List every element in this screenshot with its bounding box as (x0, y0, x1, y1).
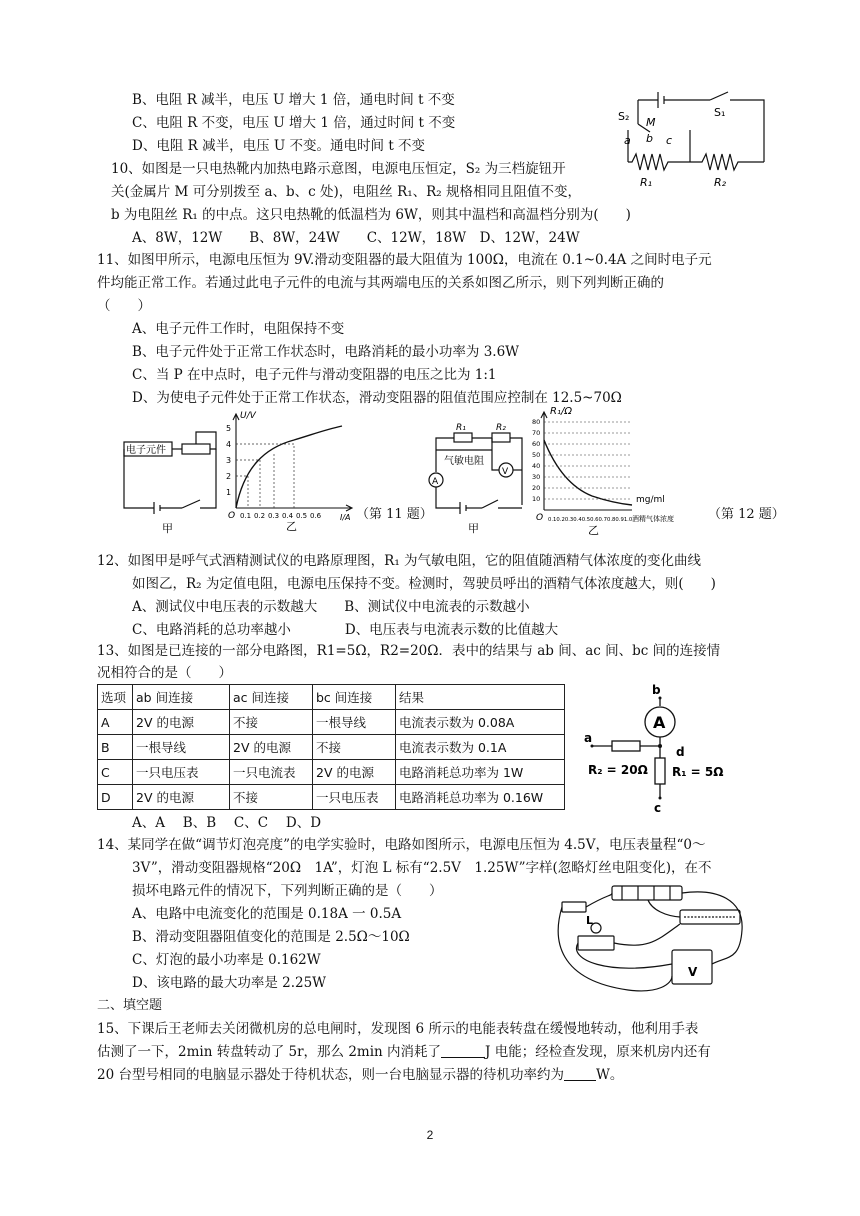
fig12-unit: mg/ml (636, 495, 665, 505)
q14-option-c: C、灯泡的最小功率是 0.162W (132, 952, 321, 968)
table-cell: 一只电压表 (313, 785, 396, 810)
q13-node-a: a (584, 731, 593, 745)
fig11-caption: （第 11 题） (356, 507, 433, 522)
fig11-origin: O (228, 511, 236, 521)
table-cell: 电流表示数为 0.1A (396, 735, 565, 760)
q15-line2-part2: J 电能；经检查发现，原来机房内还有 (485, 1044, 711, 1060)
table-cell: 一只电压表 (133, 760, 230, 785)
q13-circuit-figure (580, 683, 724, 815)
table-cell: 2V 的电源 (133, 710, 230, 735)
table-cell: C (98, 760, 133, 785)
q14-text-line3: 损坏电路元件的情况下，下列判断正确的是（ ） (132, 883, 443, 899)
q10-a-label: a (624, 134, 631, 147)
q14-apparatus-figure (548, 880, 748, 1000)
fig12-xlabel: 酒精气体浓度 (632, 515, 674, 523)
q11-option-b: B、电子元件处于正常工作状态时，电路消耗的最小功率为 3.6W (132, 344, 520, 360)
table-row (98, 785, 565, 810)
fig12-ytick: 70 (532, 429, 541, 437)
q15-line1: 15、下课后王老师去关闭微机房的总电闸时，发现图 6 所示的电能表转盘在缓慢地转动，他利用手表 (97, 1021, 699, 1037)
table-header-row (98, 685, 565, 710)
table-header: 结果 (396, 685, 565, 710)
fig12-circuit (426, 420, 532, 535)
fig11-xtick: 0.1 (240, 512, 252, 520)
q14-lamp-label: L (586, 914, 594, 927)
fig12-jia-label: 甲 (468, 522, 479, 535)
q15-line2-part1: 估测了一下，2min 转盘转动了 5r，那么 2min 内消耗了 (97, 1044, 442, 1060)
table-header: 选项 (98, 685, 133, 710)
q14-option-a: A、电路中电流变化的范围是 0.18A 一 0.5A (132, 906, 402, 922)
q11-text-line3: （ ） (97, 298, 151, 314)
q12-options-cd: C、电路消耗的总功率越小 D、电压表与电流表示数的比值越大 (132, 622, 559, 638)
q13-node-b: b (652, 683, 661, 697)
fig11-xtick: 0.6 (310, 512, 322, 520)
q10-m-label: M (646, 116, 656, 129)
table-cell: 2V 的电源 (133, 785, 230, 810)
table-cell: A (98, 710, 133, 735)
fig11-xtick: 0.2 (254, 512, 266, 520)
fig11-graph (224, 408, 359, 532)
q10-options: A、8W，12W B、8W，24W C、12W，18W D、12W，24W (132, 230, 580, 246)
fig11-xlabel: I/A (340, 513, 351, 522)
q13-text-line1: 13、如图是已连接的一部分电路图，R1=5Ω，R2=20Ω．表中的结果与 ab 间、ac 间、bc 间的连接情 (97, 643, 721, 659)
fig11-ytick: 4 (226, 440, 232, 449)
q10-c-label: c (666, 134, 673, 147)
table-row (98, 710, 565, 735)
q13-node-c: c (654, 801, 662, 815)
q10-s1-label: S₁ (714, 106, 726, 119)
q12-text-line1: 12、如图甲是呼气式酒精测试仪的电路原理图，R₁ 为气敏电阻，它的阻值随酒精气体浓度的变化曲线 (97, 553, 702, 569)
q11-text-line1: 11、如图甲所示，电源电压恒为 9V.滑动变阻器的最大阻值为 100Ω，电流在 0.1~0.4A 之间时电子元 (97, 252, 712, 268)
q14-text-line2: 3V”，滑动变阻器规格“20Ω 1A”，灯泡 L 标有“2.5V 1.25W”字样(忽略灯丝电阻变化)，在不 (132, 860, 712, 876)
q13-text-line2: 况相符合的是（ ） (97, 665, 232, 681)
fig11-xtick: 0.5 (296, 512, 308, 520)
table-cell: 不接 (230, 785, 313, 810)
q14-option-d: D、该电路的最大功率是 2.25W (132, 975, 327, 991)
table-header: ac 间连接 (230, 685, 313, 710)
q10-b-label: b (646, 132, 653, 145)
fig12-ytick: 80 (532, 418, 541, 426)
q13-table (97, 684, 565, 810)
fig11-yi-label: 乙 (286, 520, 297, 533)
fig12-ylabel: R₁/Ω (550, 406, 572, 417)
fig12-ytick: 50 (532, 451, 541, 459)
fig12-r2-label: R₂ (496, 423, 506, 433)
q11-option-c: C、当 P 在中点时，电子元件与滑动变阻器的电压之比为 1:1 (132, 367, 497, 383)
q10-r1-label: R₁ (640, 176, 653, 189)
table-cell: B (98, 735, 133, 760)
fig12-ytick: 20 (532, 484, 541, 492)
fig12-ytick: 10 (532, 495, 541, 503)
q13-r2-label: R₂ = 20Ω (588, 763, 648, 777)
fig12-sensor-label: 气敏电阻 (444, 456, 484, 467)
table-header: bc 间连接 (313, 685, 396, 710)
q15-line3-part1: 20 台型号相同的电脑显示器处于待机状态，则一台电脑显示器的待机功率约为 (97, 1067, 564, 1083)
q10-text-line3: b 为电阻丝 R₁ 的中点。这只电热靴的低温档为 6W，则其中温档和高温档分别为( ) (111, 207, 631, 223)
table-cell: 电路消耗总功率为 1W (396, 760, 565, 785)
q14-option-b: B、滑动变阻器阻值变化的范围是 2.5Ω～10Ω (132, 929, 410, 945)
q12-options-ab: A、测试仪中电压表的示数越大 B、测试仪中电流表的示数越小 (132, 599, 530, 615)
fig11-ytick: 2 (226, 472, 232, 481)
table-row (98, 760, 565, 785)
q13-r1-label: R₁ = 5Ω (672, 765, 724, 779)
q15-line2 (97, 1042, 711, 1062)
fig11-ylabel: U/V (240, 411, 256, 421)
q11-text-line2: 件均能正常工作。若通过此电子元件的电流与其两端电压的关系如图乙所示，则下列判断正确的 (97, 275, 664, 291)
fig12-xticks: 0.10.20.30.40.50.60.70.80.91.0 (548, 517, 633, 523)
fig12-ytick: 30 (532, 473, 541, 481)
section-heading: 二、填空题 (97, 998, 163, 1013)
table-header: ab 间连接 (133, 685, 230, 710)
table-cell: 一只电流表 (230, 760, 313, 785)
q13-node-d: d (676, 745, 685, 759)
q11-option-a: A、电子元件工作时，电阻保持不变 (132, 321, 345, 337)
q10-circuit-figure (610, 82, 770, 192)
q9-option-c: C、电阻 R 不变，电压 U 增大 1 倍，通过时间 t 不变 (132, 115, 456, 131)
fig11-jia-label: 甲 (162, 522, 173, 535)
fig11-ytick: 3 (226, 456, 232, 465)
table-cell: 电流表示数为 0.08A (396, 710, 565, 735)
q10-text-line1: 10、如图是一只电热靴内加热电路示意图，电源电压恒定，S₂ 为三档旋钮开 (111, 161, 566, 177)
fig12-yi-label: 乙 (588, 524, 599, 537)
fig11-ytick: 5 (226, 424, 232, 433)
fig11-xtick: 0.3 (268, 512, 280, 520)
table-cell: 2V 的电源 (230, 735, 313, 760)
fig12-ammeter: A (432, 477, 439, 487)
table-cell: 一根导线 (313, 710, 396, 735)
table-cell: 一根导线 (133, 735, 230, 760)
table-cell: 不接 (230, 710, 313, 735)
fig12-graph (532, 400, 708, 537)
fig11-ytick: 1 (226, 488, 232, 497)
fig12-origin: O (536, 513, 544, 523)
table-cell: D (98, 785, 133, 810)
fig12-voltmeter: V (502, 467, 509, 477)
q9-option-b: B、电阻 R 减半，电压 U 增大 1 倍，通电时间 t 不变 (132, 92, 455, 108)
q15-blank-energy[interactable] (441, 1043, 485, 1058)
fig11-circuit (120, 420, 225, 535)
q13-options: A、A B、B C、C D、D (132, 815, 322, 831)
q15-line3 (97, 1065, 623, 1085)
table-cell: 电路消耗总功率为 0.16W (396, 785, 565, 810)
q15-blank-power[interactable] (564, 1066, 596, 1081)
q10-s2-label: S₂ (618, 110, 630, 123)
fig11-component-label: 电子元件 (126, 445, 166, 456)
table-row (98, 735, 565, 760)
table-cell: 不接 (313, 735, 396, 760)
q14-voltmeter-label: V (688, 965, 698, 979)
fig11-xtick: 0.4 (282, 512, 294, 520)
q13-ammeter: A (653, 713, 666, 732)
q15-line3-part2: W。 (595, 1067, 624, 1083)
q14-text-line1: 14、某同学在做“调节灯泡亮度”的电学实验时，电路如图所示，电源电压恒为 4.5V，电压表量程“0～ (97, 837, 706, 853)
fig12-ytick: 40 (532, 462, 541, 470)
fig12-caption: （第 12 题） (708, 507, 785, 522)
q10-text-line2: 关(金属片 M 可分别拨至 a、b、c 处)，电阻丝 R₁、R₂ 规格相同且阻值不变， (111, 184, 582, 200)
q11-option-d: D、为使电子元件处于正常工作状态，滑动变阻器的阻值范围应控制在 12.5~70Ω (132, 390, 622, 406)
q9-option-d: D、电阻 R 减半，电压 U 不变。通电时间 t 不变 (132, 138, 426, 154)
table-cell: 2V 的电源 (313, 760, 396, 785)
fig12-r1-label: R₁ (456, 423, 466, 433)
q10-r2-label: R₂ (714, 176, 727, 189)
page-number: 2 (426, 1128, 434, 1142)
q12-text-line2: 如图乙，R₂ 为定值电阻，电源电压保持不变。检测时，驾驶员呼出的酒精气体浓度越大，则( ) (132, 576, 716, 592)
fig12-ytick: 60 (532, 440, 541, 448)
